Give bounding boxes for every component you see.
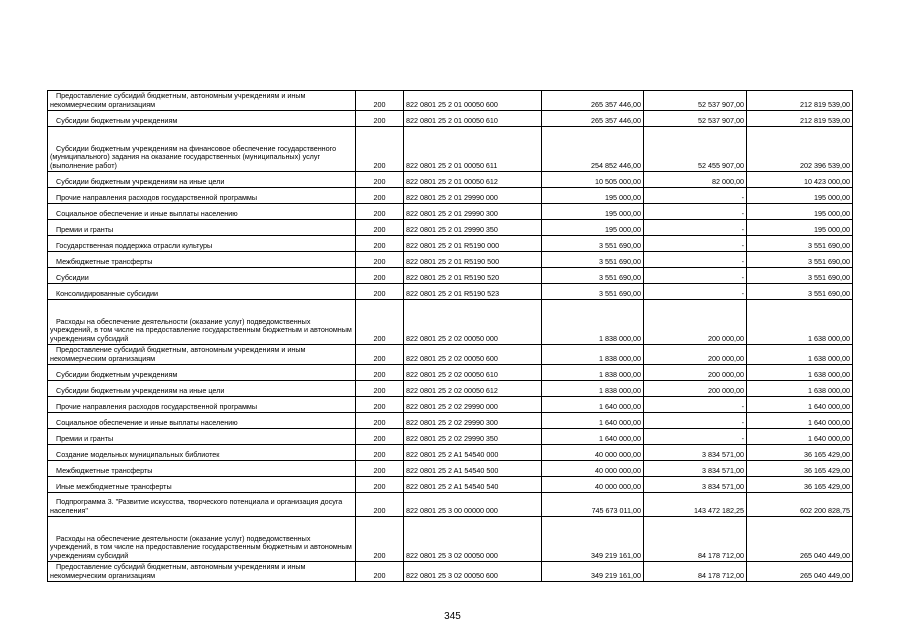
row-kbk-cell: 822 0801 25 3 02 00050 600 [404,562,542,582]
row-code-cell: 200 [356,252,404,268]
table-row [48,268,853,284]
row-code-cell: 200 [356,172,404,188]
row-code-cell: 200 [356,111,404,127]
row-kbk-cell: 822 0801 25 2 01 00050 611 [404,127,542,172]
table-row [48,477,853,493]
row-change-cell: 82 000,00 [644,172,747,188]
row-sum-cell: 40 000 000,00 [542,445,644,461]
row-kbk-cell: 822 0801 25 2 01 R5190 520 [404,268,542,284]
table-row [48,91,853,111]
row-name-cell: Социальное обеспечение и иные выплаты населению [48,413,356,429]
table-row [48,220,853,236]
row-total-cell: 3 551 690,00 [747,268,853,284]
row-name-cell: Консолидированные субсидии [48,284,356,300]
row-kbk-cell: 822 0801 25 2 01 R5190 523 [404,284,542,300]
row-code-cell: 200 [356,493,404,517]
row-total-cell: 1 640 000,00 [747,397,853,413]
row-kbk-cell: 822 0801 25 2 A1 54540 500 [404,461,542,477]
row-total-cell: 1 640 000,00 [747,413,853,429]
table-row [48,445,853,461]
row-kbk-cell: 822 0801 25 2 01 00050 610 [404,111,542,127]
row-sum-cell: 1 838 000,00 [542,365,644,381]
row-total-cell: 3 551 690,00 [747,252,853,268]
row-sum-cell: 3 551 690,00 [542,284,644,300]
row-change-cell: 3 834 571,00 [644,477,747,493]
row-code-cell: 200 [356,413,404,429]
row-sum-cell: 1 838 000,00 [542,381,644,397]
row-change-cell: 84 178 712,00 [644,562,747,582]
row-sum-cell: 40 000 000,00 [542,461,644,477]
row-change-cell: - [644,268,747,284]
row-total-cell: 3 551 690,00 [747,236,853,252]
row-code-cell: 200 [356,562,404,582]
row-change-cell: 200 000,00 [644,381,747,397]
row-kbk-cell: 822 0801 25 2 01 R5190 500 [404,252,542,268]
row-total-cell: 36 165 429,00 [747,477,853,493]
row-name-cell: Субсидии бюджетным учреждениям на иные цели [48,172,356,188]
table-row [48,517,853,562]
row-total-cell: 1 638 000,00 [747,345,853,365]
row-name-cell: Государственная поддержка отрасли культуры [48,236,356,252]
row-total-cell: 36 165 429,00 [747,445,853,461]
row-change-cell: 52 455 907,00 [644,127,747,172]
row-name-cell: Социальное обеспечение и иные выплаты населению [48,204,356,220]
row-code-cell: 200 [356,300,404,345]
row-name-cell: Создание модельных муниципальных библиотек [48,445,356,461]
row-name-cell: Расходы на обеспечение деятельности (оказание услуг) подведомственных учреждений, в том числе на предоставление государственным бюджетным и автономным учреждениям субсидий [48,517,356,562]
row-name-cell: Предоставление субсидий бюджетным, автономным учреждениям и иным некоммерческим организациям [48,91,356,111]
row-code-cell: 200 [356,188,404,204]
row-code-cell: 200 [356,204,404,220]
row-code-cell: 200 [356,268,404,284]
row-kbk-cell: 822 0801 25 2 02 00050 600 [404,345,542,365]
row-change-cell: - [644,204,747,220]
row-change-cell: - [644,188,747,204]
row-total-cell: 1 638 000,00 [747,300,853,345]
row-kbk-cell: 822 0801 25 2 01 00050 600 [404,91,542,111]
row-sum-cell: 3 551 690,00 [542,268,644,284]
row-change-cell: - [644,252,747,268]
table-row [48,172,853,188]
row-kbk-cell: 822 0801 25 2 01 00050 612 [404,172,542,188]
row-change-cell: - [644,397,747,413]
row-name-cell: Субсидии [48,268,356,284]
row-total-cell: 10 423 000,00 [747,172,853,188]
row-code-cell: 200 [356,345,404,365]
row-name-cell: Межбюджетные трансферты [48,461,356,477]
row-change-cell: 52 537 907,00 [644,111,747,127]
row-kbk-cell: 822 0801 25 3 02 00050 000 [404,517,542,562]
table-row [48,188,853,204]
row-sum-cell: 1 838 000,00 [542,300,644,345]
row-code-cell: 200 [356,220,404,236]
row-sum-cell: 1 838 000,00 [542,345,644,365]
row-total-cell: 265 040 449,00 [747,562,853,582]
row-change-cell: 200 000,00 [644,345,747,365]
row-code-cell: 200 [356,429,404,445]
row-sum-cell: 349 219 161,00 [542,562,644,582]
row-sum-cell: 40 000 000,00 [542,477,644,493]
row-kbk-cell: 822 0801 25 2 01 29990 350 [404,220,542,236]
row-sum-cell: 195 000,00 [542,220,644,236]
table-row [48,562,853,582]
row-change-cell: - [644,220,747,236]
row-kbk-cell: 822 0801 25 2 02 29990 000 [404,397,542,413]
row-kbk-cell: 822 0801 25 2 02 00050 000 [404,300,542,345]
budget-table-body [48,91,853,582]
row-kbk-cell: 822 0801 25 2 01 29990 300 [404,204,542,220]
row-code-cell: 200 [356,127,404,172]
table-row [48,300,853,345]
row-total-cell: 195 000,00 [747,204,853,220]
row-name-cell: Субсидии бюджетным учреждениям на иные цели [48,381,356,397]
row-code-cell: 200 [356,517,404,562]
row-sum-cell: 195 000,00 [542,204,644,220]
row-code-cell: 200 [356,445,404,461]
row-kbk-cell: 822 0801 25 2 01 29990 000 [404,188,542,204]
row-total-cell: 212 819 539,00 [747,111,853,127]
table-row [48,127,853,172]
row-code-cell: 200 [356,91,404,111]
row-sum-cell: 265 357 446,00 [542,111,644,127]
table-row [48,429,853,445]
row-sum-cell: 1 640 000,00 [542,429,644,445]
row-total-cell: 212 819 539,00 [747,91,853,111]
table-row [48,284,853,300]
row-kbk-cell: 822 0801 25 2 A1 54540 000 [404,445,542,461]
row-sum-cell: 254 852 446,00 [542,127,644,172]
row-kbk-cell: 822 0801 25 3 00 00000 000 [404,493,542,517]
row-sum-cell: 745 673 011,00 [542,493,644,517]
row-name-cell: Прочие направления расходов государственной программы [48,188,356,204]
row-change-cell: 200 000,00 [644,365,747,381]
row-change-cell: 200 000,00 [644,300,747,345]
table-row [48,397,853,413]
table-row [48,365,853,381]
row-change-cell: 143 472 182,25 [644,493,747,517]
row-total-cell: 1 638 000,00 [747,365,853,381]
row-sum-cell: 195 000,00 [542,188,644,204]
table-row [48,252,853,268]
row-kbk-cell: 822 0801 25 2 02 00050 610 [404,365,542,381]
row-sum-cell: 10 505 000,00 [542,172,644,188]
table-row [48,381,853,397]
row-code-cell: 200 [356,365,404,381]
row-code-cell: 200 [356,477,404,493]
row-change-cell: 52 537 907,00 [644,91,747,111]
row-sum-cell: 265 357 446,00 [542,91,644,111]
row-change-cell: - [644,429,747,445]
row-name-cell: Субсидии бюджетным учреждениям на финансовое обеспечение государственного (муниципального) задания на оказание государственных (муниципальных) услуг (выполнение работ) [48,127,356,172]
row-total-cell: 195 000,00 [747,220,853,236]
row-kbk-cell: 822 0801 25 2 02 29990 350 [404,429,542,445]
table-row [48,413,853,429]
row-code-cell: 200 [356,381,404,397]
row-total-cell: 195 000,00 [747,188,853,204]
row-sum-cell: 3 551 690,00 [542,252,644,268]
row-name-cell: Предоставление субсидий бюджетным, автономным учреждениям и иным некоммерческим организациям [48,562,356,582]
row-change-cell: 3 834 571,00 [644,461,747,477]
row-total-cell: 1 640 000,00 [747,429,853,445]
row-name-cell: Субсидии бюджетным учреждениям [48,111,356,127]
table-row [48,111,853,127]
row-sum-cell: 349 219 161,00 [542,517,644,562]
row-kbk-cell: 822 0801 25 2 02 00050 612 [404,381,542,397]
row-name-cell: Премии и гранты [48,429,356,445]
row-change-cell: 84 178 712,00 [644,517,747,562]
row-code-cell: 200 [356,284,404,300]
row-total-cell: 602 200 828,75 [747,493,853,517]
row-total-cell: 265 040 449,00 [747,517,853,562]
row-sum-cell: 3 551 690,00 [542,236,644,252]
row-total-cell: 202 396 539,00 [747,127,853,172]
row-sum-cell: 1 640 000,00 [542,397,644,413]
row-name-cell: Иные межбюджетные трансферты [48,477,356,493]
row-code-cell: 200 [356,236,404,252]
table-row [48,236,853,252]
row-name-cell: Субсидии бюджетным учреждениям [48,365,356,381]
budget-table [47,90,853,582]
row-change-cell: 3 834 571,00 [644,445,747,461]
row-code-cell: 200 [356,461,404,477]
row-name-cell: Прочие направления расходов государственной программы [48,397,356,413]
row-name-cell: Предоставление субсидий бюджетным, автономным учреждениям и иным некоммерческим организациям [48,345,356,365]
row-total-cell: 36 165 429,00 [747,461,853,477]
row-code-cell: 200 [356,397,404,413]
row-change-cell: - [644,413,747,429]
row-kbk-cell: 822 0801 25 2 02 29990 300 [404,413,542,429]
row-change-cell: - [644,284,747,300]
row-sum-cell: 1 640 000,00 [542,413,644,429]
row-name-cell: Межбюджетные трансферты [48,252,356,268]
table-row [48,345,853,365]
row-name-cell: Расходы на обеспечение деятельности (оказание услуг) подведомственных учреждений, в том числе на предоставление государственным бюджетным и автономным учреждениям субсидий [48,300,356,345]
table-row [48,461,853,477]
row-kbk-cell: 822 0801 25 2 01 R5190 000 [404,236,542,252]
table-row [48,204,853,220]
table-row [48,493,853,517]
row-kbk-cell: 822 0801 25 2 A1 54540 540 [404,477,542,493]
row-name-cell: Подпрограмма 3. "Развитие искусства, творческого потенциала и организация досуга населения" [48,493,356,517]
row-total-cell: 3 551 690,00 [747,284,853,300]
row-change-cell: - [644,236,747,252]
row-name-cell: Премии и гранты [48,220,356,236]
row-total-cell: 1 638 000,00 [747,381,853,397]
page-number: 345 [444,611,461,622]
